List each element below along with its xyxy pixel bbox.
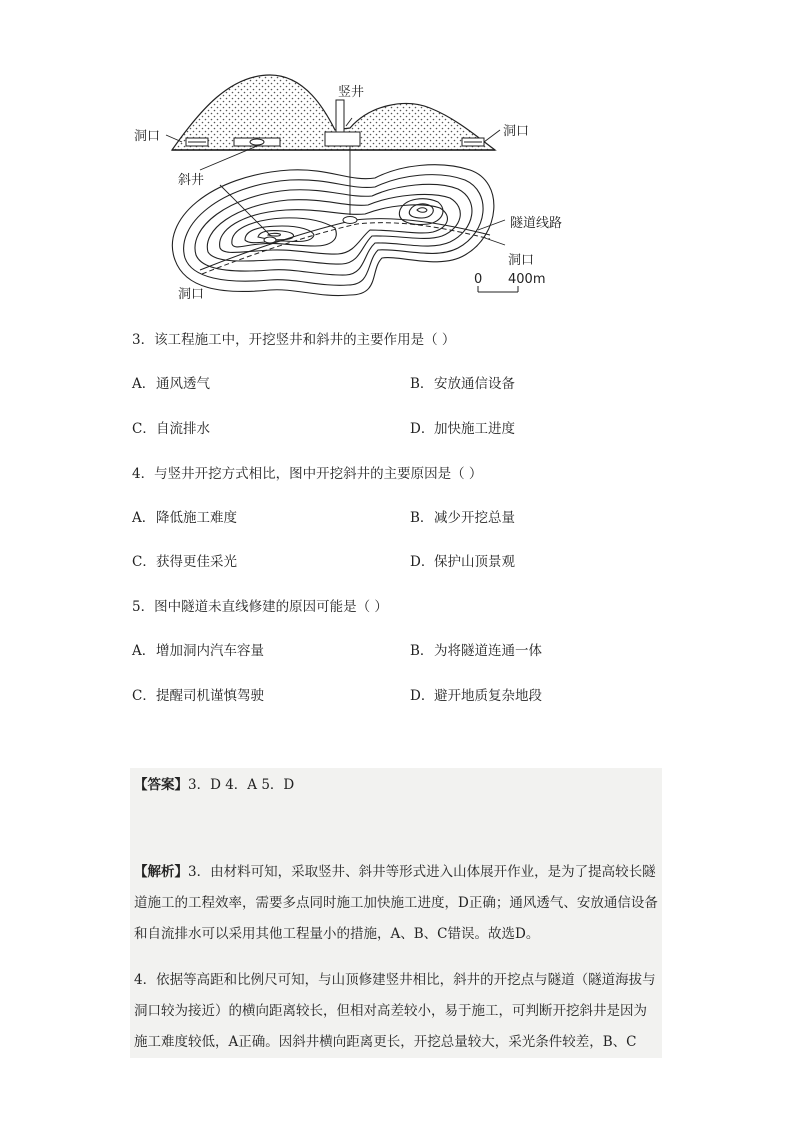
analysis-paragraph-2: 4．依据等高距和比例尺可知，与山顶修建竖井相比，斜井的开挖点与隧道（隧道海拔与洞口较为接近）的横向距离较长，但相对高差较小，易于施工，可判断开挖斜井是因为施工难度较低，A正确。因斜井横向距离更长，开挖总量较大，采光条件较差，B、C [134, 972, 656, 1050]
tunnel-route [200, 217, 490, 275]
question-4-option-b[interactable]: B．减少开挖总量 [410, 510, 515, 526]
answer-line [134, 776, 294, 794]
label-tunnel-route: 隧道线路 [510, 216, 563, 231]
question-5-option-c[interactable]: C．提醒司机谨慎驾驶 [132, 688, 264, 704]
answer-text: 3．D 4．A 5．D [188, 777, 295, 793]
question-4-stem: 4．与竖井开挖方式相比，图中开挖斜井的主要原因是（ ） [132, 466, 483, 482]
question-4-option-c[interactable]: C．获得更佳采光 [132, 554, 237, 570]
label-portal-left-top: 洞口 [134, 129, 161, 144]
label-scale-zero: 0 [474, 272, 483, 287]
analysis-label: 【解析】 [134, 864, 188, 880]
question-4-option-a[interactable]: A．降低施工难度 [132, 510, 237, 526]
question-3-option-c[interactable]: C．自流排水 [132, 421, 210, 437]
analysis-paragraph-1: 【解析】3．由材料可知，采取竖井、斜井等形式进入山体展开作业，是为了提高较长隧道施工的工程效率，需要多点同时施工加快施工进度，D正确；通风透气、安放通信设备和自流排水可以采用其他工程量小的措施，A、B、C错误。故选D。 [134, 864, 658, 942]
label-scale-value: 400m [508, 272, 546, 287]
label-shaft: 竖井 [338, 85, 365, 100]
answer-label: 【答案】 [134, 777, 188, 793]
question-3-stem: 3．该工程施工中，开挖竖井和斜井的主要作用是（ ） [132, 332, 456, 348]
label-incline: 斜井 [178, 173, 205, 188]
label-portal-right-bottom: 洞口 [508, 253, 535, 268]
question-4-option-d[interactable]: D．保护山顶景观 [410, 554, 515, 570]
question-3-option-d[interactable]: D．加快施工进度 [410, 421, 515, 437]
question-3-option-a[interactable]: A．通风透气 [132, 376, 210, 392]
question-5-option-a[interactable]: A．增加洞内汽车容量 [132, 643, 264, 659]
question-5-option-d[interactable]: D．避开地质复杂地段 [410, 688, 542, 704]
question-5-stem: 5．图中隧道未直线修建的原因可能是（ ） [132, 599, 388, 615]
question-5-option-b[interactable]: B．为将隧道连通一体 [410, 643, 542, 659]
question-3-option-b[interactable]: B．安放通信设备 [410, 376, 515, 392]
cross-section-profile [172, 75, 495, 150]
label-portal-right-top: 洞口 [503, 124, 530, 139]
tunnel-diagram [120, 70, 620, 310]
label-portal-left-bottom: 洞口 [178, 287, 205, 302]
